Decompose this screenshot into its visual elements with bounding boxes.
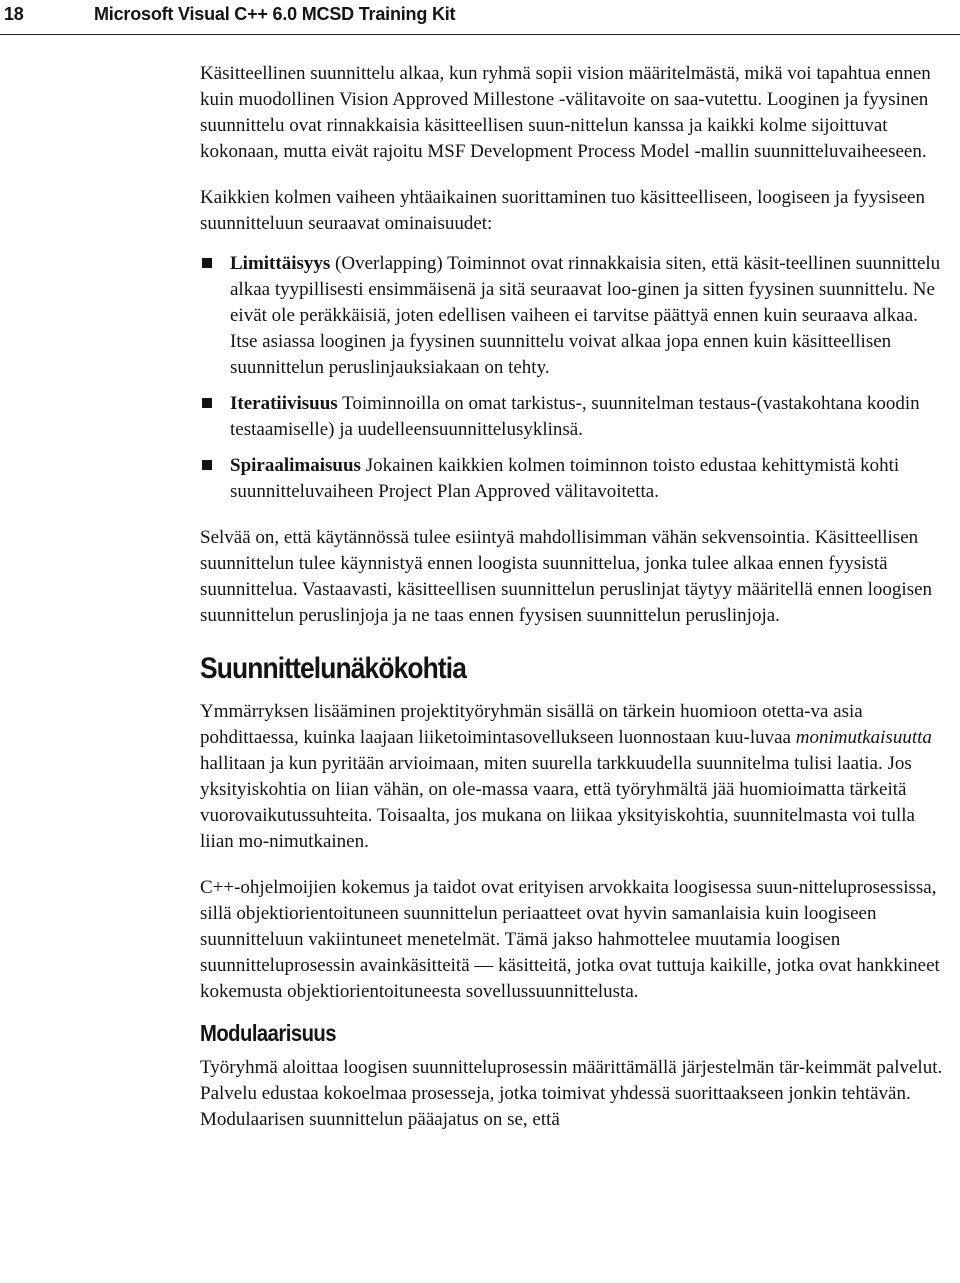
- page-header: [0, 0, 960, 35]
- list-item: [200, 391, 948, 443]
- square-bullet-icon: [202, 460, 212, 470]
- properties-list: [200, 251, 948, 505]
- paragraph-modularity: Työryhmä aloittaa loogisen suunnitteluprosessin määrittämällä järjestelmän tär-keimmät palvelut. Palvelu edustaa kokoelmaa prosesseja, jotka toimivat yhdessä suorittaakseen jonkin tehtävän. Modulaarisen suunnittelun pääajatus on se, että: [200, 1057, 943, 1130]
- list-item: [200, 453, 948, 505]
- list-item-term: Limittäisyys: [230, 253, 331, 274]
- book-title: Microsoft Visual C++ 6.0 MCSD Training Kit: [94, 4, 456, 24]
- list-item-text: Toiminnoilla on omat tarkistus-, suunnitelman testaus-(vastakohtana koodin testaamiselle) ja uudelleensuunnittelusyklinsä.: [230, 393, 920, 440]
- page-number: 18: [4, 4, 24, 24]
- paragraph-cpp-programmers: C++-ohjelmoijien kokemus ja taidot ovat erityisen arvokkaita loogisessa suun-nitteluprosessissa, sillä objektiorientoituneen suunnittelun periaatteet ovat hyvin samanlaisia kuin loogiseen suunnitteluun vakiintuneet menetelmät. Tämä jakso hahmottelee muutamia loogisen suunnitteluprosessin avainkäsitteitä — käsitteitä, jotka ovat tuttuja kaikille, jotka ovat hankkineet kokemusta objektiorientoituneesta sovellussuunnittelusta.: [200, 877, 940, 1002]
- paragraph-text: hallitaan ja kun pyritään arvioimaan, miten suurella tarkkuudella suunnitelma tulisi laatia. Jos yksityiskohtia on liian vähän, on ole-massa vaara, että työryhmältä jää huomioimatta tärkeitä vuorovaikutussuhteita. Toisaalta, jos mukana on liikaa yksityiskohtia, suunnitelmasta voi tulla liian mo-nimutkainen.: [200, 753, 915, 852]
- square-bullet-icon: [202, 398, 212, 408]
- section-heading: Suunnittelunäkökohtia: [200, 652, 467, 685]
- list-item: [200, 251, 948, 381]
- paragraph-understanding: [200, 699, 948, 855]
- list-item-term: Iteratiivisuus: [230, 393, 338, 414]
- list-item-term: Spiraalimaisuus: [230, 455, 361, 476]
- page-content: [200, 61, 948, 1133]
- emphasized-term: monimutkaisuutta: [795, 727, 932, 748]
- subsection-heading: Modulaarisuus: [200, 1020, 336, 1046]
- paragraph-conceptual-design: Käsitteellinen suunnittelu alkaa, kun ryhmä sopii vision määritelmästä, mikä voi tapahtua ennen kuin muodollinen Vision Approved Millestone -välitavoite on saa-vutettu. Looginen ja fyysinen suunnittelu ovat rinnakkaisia käsitteellisen suun-nittelun kanssa ja kaikki kolme sijoittuvat kokonaan, mutta eivät rajoitu MSF Development Process Model -mallin suunnitteluvaiheeseen.: [200, 63, 931, 162]
- paragraph-sequencing: Selvää on, että käytännössä tulee esiintyä mahdollisimman vähän sekvensointia. Käsitteellisen suunnittelun tulee käynnistyä ennen loogista suunnittelua, jonka tulee alkaa ennen fyysistä suunnittelua. Vastaavasti, käsitteellisen suunnittelun peruslinjat täytyy määritellä ennen loogisen suunnittelun peruslinjoja ja ne taas ennen fyysisen suunnittelun peruslinjoja.: [200, 527, 933, 626]
- list-item-text: Jokainen kaikkien kolmen toiminnon toisto edustaa kehittymistä kohti suunnitteluvaiheen Project Plan Approved välitavoitetta.: [230, 455, 900, 502]
- list-item-text: (Overlapping) Toiminnot ovat rinnakkaisia siten, että käsit-teellinen suunnittelu alkaa tyypillisesti ensimmäisenä ja sitä seuraavat loo-ginen ja sitten fyysinen suunnittelu. Ne eivät ole peräkkäisiä, joten edellisen vaiheen ei tarvitse päättyä ennen kuin seuraava alkaa. Itse asiassa looginen ja fyysinen suunnittelu voivat alkaa jopa ennen kuin käsitteellisen suunnittelun peruslinjauksiakaan on tehty.: [230, 253, 941, 378]
- paragraph-simultaneous-phases: Kaikkien kolmen vaiheen yhtäaikainen suorittaminen tuo käsitteelliseen, loogiseen ja fyysiseen suunnitteluun seuraavat ominaisuudet:: [200, 187, 925, 234]
- paragraph-text: Ymmärryksen lisääminen projektityöryhmän sisällä on tärkein huomioon otetta-va asia pohdittaessa, kuinka laajaan liiketoimintasovellukseen luonnostaan kuu-luvaa: [200, 701, 863, 748]
- square-bullet-icon: [202, 258, 212, 268]
